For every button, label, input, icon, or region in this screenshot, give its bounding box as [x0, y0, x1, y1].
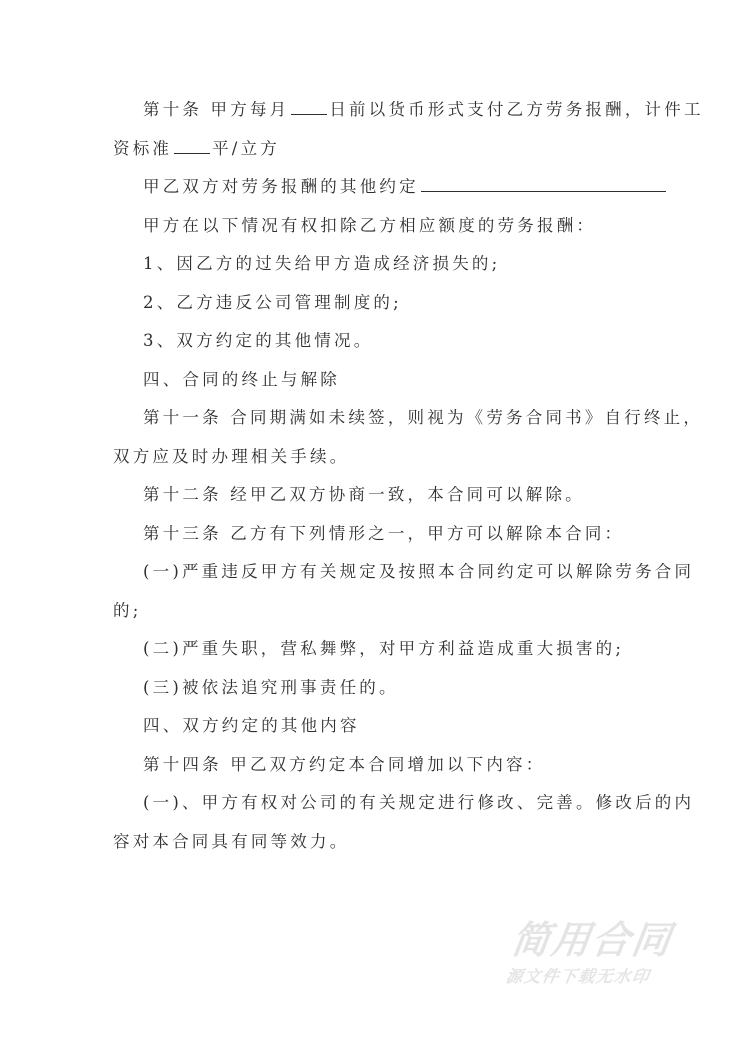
article-10-line-1: [113, 98, 704, 137]
list-item: (二)严重失职，营私舞弊，对甲方利益造成重大损害的;: [143, 639, 625, 658]
section-heading: 四、合同的终止与解除: [143, 369, 340, 389]
document-body: [113, 98, 704, 868]
article-10-text-c: 资标准: [113, 138, 173, 158]
paragraph: 第十四条 甲乙双方约定本合同增加以下内容：: [143, 754, 546, 774]
paragraph: 第十二条 经甲乙双方协商一致，本合同可以解除。: [143, 485, 585, 504]
list-item: 1、因乙方的过失给甲方造成经济损失的;: [143, 254, 501, 273]
paragraph-continuation: 的;: [113, 600, 142, 620]
list-item: 2、乙方违反公司管理制度的;: [143, 292, 402, 312]
list-item: (一)严重违反甲方有关规定及按照本合同约定可以解除劳务合同: [143, 562, 695, 581]
article-10-text-a: 第十条 甲方每月: [143, 100, 290, 119]
list-item: (三)被依法追究刑事责任的。: [143, 677, 399, 697]
other-agreement-line: [113, 175, 633, 214]
article-10-text-d: 平/立方: [212, 138, 280, 158]
other-agreement-label: 甲乙双方对劳务报酬的其他约定: [143, 177, 419, 196]
paragraph: 第十三条 乙方有下列情形之一，甲方可以解除本合同：: [143, 523, 625, 543]
paragraph-continuation: 容对本合同具有同等效力。: [113, 831, 350, 851]
watermark-subtitle: 源文件下载无水印: [504, 967, 652, 986]
article-10-text-b: 日前以货币形式支付乙方劳务报酬，计件工: [329, 100, 704, 119]
article-10-line-2: [113, 137, 633, 176]
paragraph-continuation: 双方应及时办理相关手续。: [113, 446, 350, 466]
piece-rate-blank: [174, 137, 210, 154]
list-item: 3、双方约定的其他情况。: [143, 331, 374, 350]
watermark-title: 简用合同: [508, 918, 676, 962]
paragraph: 第十一条 合同期满如未续签，则视为《劳务合同书》自行终止，: [143, 408, 704, 427]
paragraph: 甲方在以下情况有权扣除乙方相应额度的劳务报酬：: [143, 215, 597, 235]
list-item: (一)、甲方有权对公司的有关规定进行修改、完善。修改后的内: [143, 793, 695, 812]
payment-day-blank: [291, 98, 327, 115]
other-agreement-blank: [421, 175, 666, 192]
watermark: [504, 918, 712, 992]
section-heading: 四、双方约定的其他内容: [143, 716, 360, 735]
